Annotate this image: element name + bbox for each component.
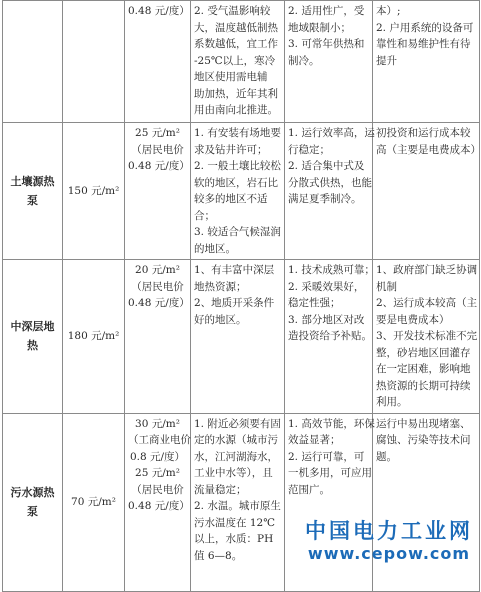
cell-text-line: 25 元/m² (135, 127, 180, 139)
cell-text-line: 2、地质开采条件 (194, 297, 275, 309)
cell-text-line: 0.48 元/度） (128, 297, 190, 309)
cell-text-line: 系数越低，宜工作 (194, 38, 278, 50)
cell-text-line: 0.48 元/度） (128, 160, 190, 172)
cell-text-line: 在一定困难，影响地 (376, 363, 471, 375)
heat-pump-type-cell (3, 413, 63, 591)
cell-text-line: 本）; (376, 5, 401, 17)
cell-text-line: 满足夏季制冷。 (288, 193, 362, 205)
cell-text-line: 2. 适用性广，受 (288, 5, 365, 17)
cell-text-line: 地域限制小； (288, 21, 351, 34)
cell-text-line: 行稳定； (288, 143, 330, 156)
cell-text-line: 合； (194, 209, 215, 222)
cell-text-line: 2. 采暖效果好， (288, 280, 365, 293)
cell-text-line: 制冷。 (288, 54, 320, 67)
table-row (3, 1, 480, 123)
cell-text-line: 1. 有安装有场地要 (194, 127, 281, 139)
table-row (3, 413, 480, 591)
disadvantages-cell (373, 1, 480, 123)
cell-text-line: 2. 一般土壤比较松 (194, 160, 281, 172)
cell-text-line: 用由南向北推进。 (194, 104, 278, 116)
advantages-cell (285, 413, 373, 591)
cell-text-line: 地区使用需电辅 (194, 71, 268, 83)
cell-text-line: 一机多用，可应用 (288, 467, 372, 479)
operating-cost-cell (125, 413, 191, 591)
cell-text-line: 效益显著； (288, 434, 341, 446)
cell-text-line: 3. 可常年供热和 (288, 38, 365, 50)
cell-text-line: 20 元/m² (135, 264, 180, 276)
advantages-cell (285, 123, 373, 260)
cell-text-line: 热 (27, 339, 38, 353)
cell-text-line: 求及钻井许可； (194, 143, 268, 156)
cell-text-line: 稳定性强； (288, 297, 341, 309)
cell-text-line: 0.8 元/度） (129, 450, 186, 463)
cell-text-line: 以上，水质：PH (194, 533, 274, 545)
applicable-conditions-cell (191, 123, 285, 260)
cell-text-line: 1. 高效节能，环保 (288, 417, 375, 430)
cell-text-line: 值 6—8。 (194, 549, 243, 562)
cell-text-line: 利用。 (376, 396, 408, 408)
cell-text-line: （工商业电价 (128, 434, 191, 446)
cell-text-line: 要是电费成本） (376, 313, 450, 326)
cell-text-line: 3. 较适合气候湿润 (194, 226, 281, 238)
cell-text-line: 3、开发技术标准不完 (376, 330, 478, 342)
cell-text-line: 软的地区，岩石比 (194, 176, 278, 189)
cell-text-line: （居民电价 (131, 280, 184, 293)
cell-text-line: 流量稳定； (194, 483, 247, 496)
cell-text-line: 水，江河湖海水， (194, 450, 278, 463)
cell-text-line: 0.48 元/度） (128, 5, 190, 17)
applicable-conditions-cell (191, 260, 285, 414)
cell-text-line: 分散式供热，也能 (288, 176, 372, 189)
heat-pump-type-cell (3, 260, 63, 414)
cell-text-line: 2、运行成本较高（主 (376, 297, 478, 309)
cell-text-line: 土壤源热 (10, 175, 55, 188)
cell-text-line: 的地区。 (194, 242, 236, 255)
cell-text-line: 1. 技术成熟可靠； (288, 264, 375, 276)
cell-text-line: 0.48 元/度） (128, 500, 190, 512)
heat-source-comparison-table (2, 0, 480, 592)
cell-text-line: 靠性和易维护性有待 (376, 38, 471, 50)
initial-investment-cell (63, 1, 125, 123)
cell-text-line: 好的地区。 (194, 313, 247, 326)
cell-text-line: 腐蚀、污染等技术问 (376, 434, 471, 446)
advantages-cell (285, 260, 373, 414)
cell-text-line: 定的水源（城市污 (194, 434, 278, 446)
cell-text-line: 地热资源； (194, 280, 247, 293)
cell-text-line: 1. 运行效率高，运 (288, 127, 375, 139)
cell-text-line: 3. 部分地区对改 (288, 313, 365, 326)
applicable-conditions-cell (191, 413, 285, 591)
heat-pump-type-cell (3, 123, 63, 260)
operating-cost-cell (125, 1, 191, 123)
initial-investment-cell (63, 413, 125, 591)
cell-text-line: -25℃以上，寒冷 (194, 54, 276, 67)
cell-text-line: 整，砂岩地区回灌存 (376, 346, 471, 359)
cell-text-line: 题。 (376, 450, 397, 463)
cell-text-line: 污水温度在 12℃ (194, 516, 275, 529)
cell-text-line: 提升 (376, 54, 397, 67)
cell-text-line: （居民电价 (131, 483, 184, 496)
watermark-logo (305, 518, 473, 564)
cell-text-line: 180 元/m² (67, 330, 120, 342)
watermark-url: www.cepow.com (307, 544, 471, 563)
applicable-conditions-cell (191, 1, 285, 123)
cell-text-line: 高（主要是电费成本） (376, 143, 481, 156)
cell-text-line: 污水源热 (10, 486, 55, 499)
cell-text-line: 运行中易出现堵塞、 (376, 417, 471, 430)
cell-text-line: （居民电价 (131, 143, 184, 156)
cell-text-line: 1. 附近必须要有固 (194, 417, 281, 430)
cell-text-line: 30 元/m² (135, 417, 180, 430)
cell-text-line: 大，温度越低制热 (194, 21, 278, 34)
cell-text-line: 1、有丰富中深层 (194, 264, 275, 276)
cell-text-line: 泵 (27, 194, 38, 207)
cell-text-line: 2. 适合集中式及 (288, 160, 365, 172)
cell-text-line: 泵 (27, 505, 38, 518)
disadvantages-cell (373, 413, 480, 591)
cell-text-line: 150 元/m² (67, 184, 120, 197)
cell-text-line: 2. 运行可靠，可 (288, 450, 365, 463)
cell-text-line: 1、政府部门缺乏协调 (376, 264, 478, 276)
cell-text-line: 机制 (376, 280, 397, 293)
table-row (3, 260, 480, 414)
heat-pump-type-cell (3, 1, 63, 123)
cell-text-line: 中深层地 (10, 320, 55, 334)
initial-investment-cell (63, 260, 125, 414)
operating-cost-cell (125, 260, 191, 414)
cell-text-line: 热资源的长期可持续 (376, 379, 471, 392)
advantages-cell (285, 1, 373, 123)
cell-text-line: 工业中水等），且 (194, 467, 273, 479)
cell-text-line: 2. 水温。城市原生 (194, 500, 281, 512)
cell-text-line: 范围广。 (288, 483, 330, 496)
disadvantages-cell (373, 260, 480, 414)
cell-text-line: 较多的地区不适 (194, 193, 268, 205)
watermark-name: 中国电力工业网 (305, 519, 473, 543)
table-row (3, 123, 480, 260)
cell-text-line: 助加热，近年其利 (194, 87, 278, 100)
disadvantages-cell (373, 123, 480, 260)
cell-text-line: 初投资和运行成本较 (376, 127, 471, 139)
operating-cost-cell (125, 123, 191, 260)
initial-investment-cell (63, 123, 125, 260)
cell-text-line: 2. 户用系统的设备可 (376, 21, 474, 34)
cell-text-line: 70 元/m² (71, 495, 116, 508)
cell-text-line: 25 元/m² (135, 467, 180, 479)
cell-text-line: 造投资给予补贴。 (288, 330, 372, 342)
cell-text-line: 2. 受气温影响较 (194, 5, 271, 17)
